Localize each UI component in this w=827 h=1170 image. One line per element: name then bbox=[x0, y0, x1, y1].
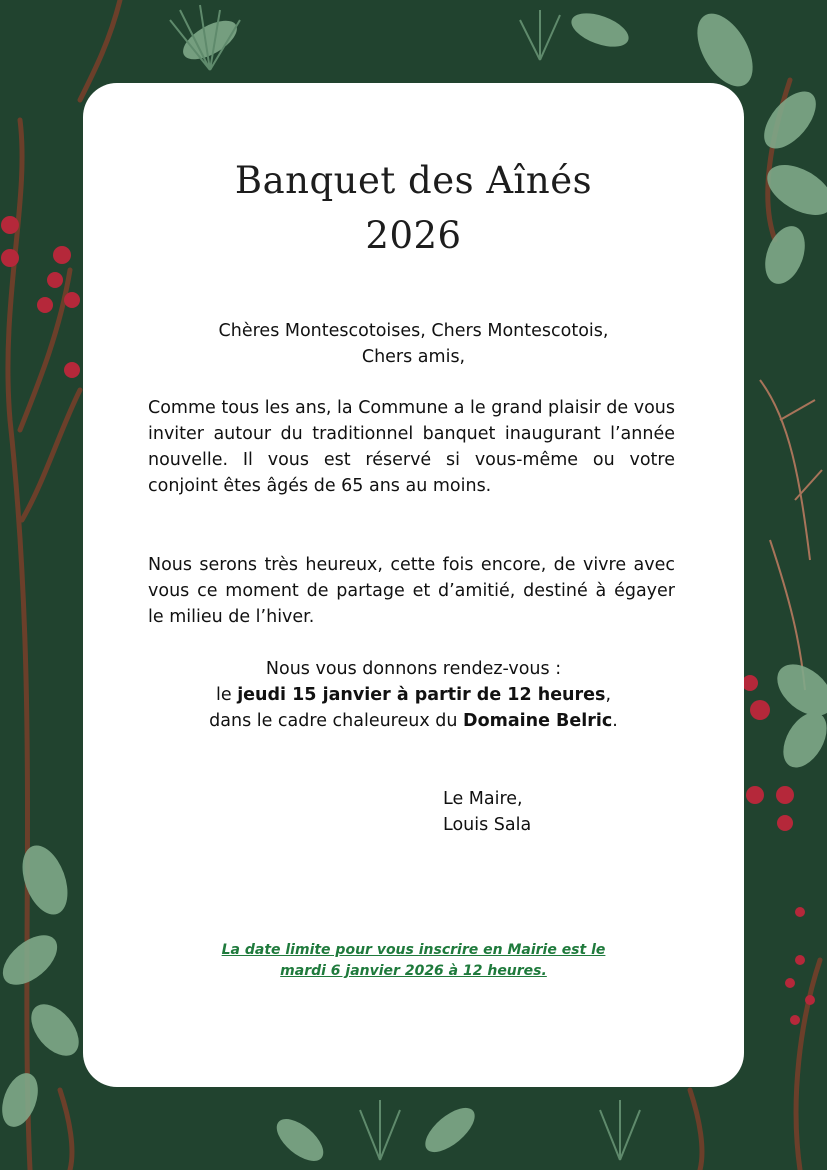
title-line-1: Banquet des Aînés bbox=[234, 159, 593, 202]
rendezvous-line-2 bbox=[83, 682, 744, 708]
deadline-line-1: La date limite pour vous inscrire en Mairie est le bbox=[221, 942, 606, 958]
paragraph-invitation: Comme tous les ans, la Commune a le grand plaisir de vous inviter autour du traditionnel banquet inaugurant l’année nouvelle. Il vous est réservé si vous-même ou votre conjoint êtes âgés de 65 ans au moins. bbox=[148, 398, 676, 496]
greeting-line-1: Chères Montescotoises, Chers Montescotois, bbox=[218, 321, 609, 341]
registration-deadline bbox=[83, 940, 744, 982]
rendezvous-line-2-prefix: le bbox=[215, 685, 238, 705]
rendezvous-line-1: Nous vous donnons rendez-vous : bbox=[265, 659, 562, 679]
greeting-line-2: Chers amis, bbox=[361, 347, 466, 367]
paragraph-sharing: Nous serons très heureux, cette fois encore, de vivre avec vous ce moment de partage et d’amitié, destiné à égayer le milieu de l’hiver. bbox=[148, 555, 675, 627]
rendezvous-line-2-suffix: , bbox=[605, 685, 612, 705]
signature-role: Le Maire, bbox=[443, 789, 523, 809]
rendezvous-line-3 bbox=[83, 708, 744, 734]
rendezvous-block bbox=[83, 656, 744, 734]
greeting bbox=[83, 318, 744, 370]
rendezvous-line-3-prefix: dans le cadre chaleureux du bbox=[209, 711, 464, 731]
event-venue: Domaine Belric bbox=[463, 711, 613, 731]
rendezvous-line-3-suffix: . bbox=[612, 711, 618, 731]
signature-name: Louis Sala bbox=[443, 815, 532, 835]
twig-group bbox=[760, 380, 822, 690]
deadline-line-2: mardi 6 janvier 2026 à 12 heures. bbox=[280, 963, 547, 979]
signature bbox=[443, 786, 693, 838]
event-date: jeudi 15 janvier à partir de 12 heures bbox=[237, 685, 606, 705]
title-line-2: 2026 bbox=[365, 214, 462, 257]
